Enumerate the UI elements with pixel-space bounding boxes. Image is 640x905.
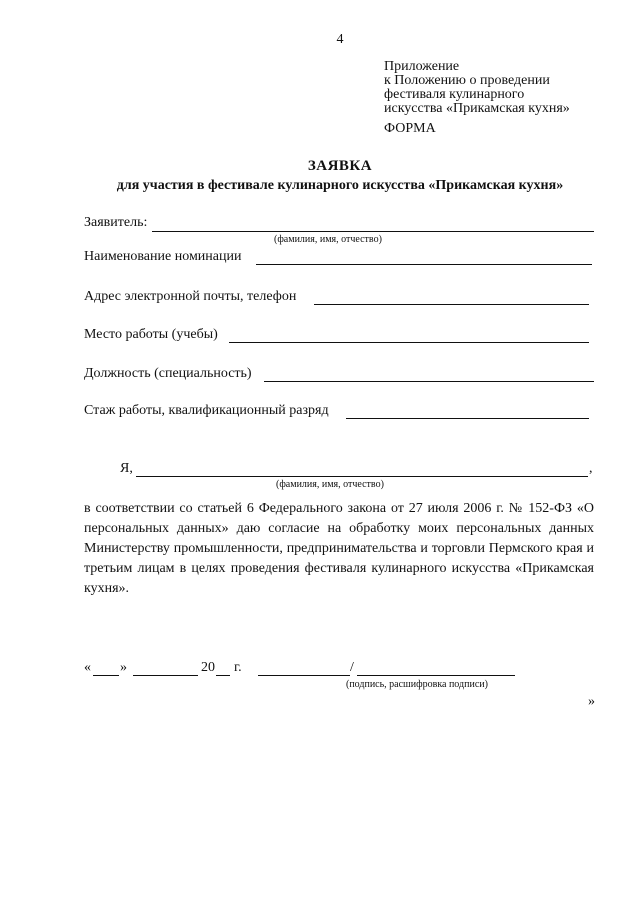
appendix-line: фестиваля кулинарного [384, 87, 525, 102]
nomination-input-line[interactable] [256, 264, 592, 265]
workplace-label: Место работы (учебы) [84, 327, 218, 342]
date-day-input-line[interactable] [93, 675, 119, 676]
signature-slash: / [350, 660, 354, 675]
applicant-caption: (фамилия, имя, отчество) [274, 234, 382, 245]
date-open-quote: « [84, 660, 91, 675]
appendix-line: к Положению о проведении [384, 73, 550, 88]
consent-name-caption: (фамилия, имя, отчество) [276, 479, 384, 490]
date-month-input-line[interactable] [133, 675, 198, 676]
date-close-quote: » [120, 660, 127, 675]
consent-i-label: Я, [120, 461, 133, 476]
consent-comma: , [589, 461, 593, 476]
workplace-input-line[interactable] [229, 342, 589, 343]
experience-input-line[interactable] [346, 418, 589, 419]
experience-label: Стаж работы, квалификационный разряд [84, 403, 329, 418]
date-year-prefix: 20 [201, 660, 215, 675]
position-label: Должность (специальность) [84, 366, 252, 381]
consent-paragraph [84, 499, 594, 599]
page-number: 4 [336, 32, 344, 47]
date-year-input-line[interactable] [216, 675, 230, 676]
consent-name-input-line[interactable] [136, 476, 588, 477]
signature-caption: (подпись, расшифровка подписи) [346, 679, 488, 690]
applicant-label: Заявитель: [84, 215, 148, 230]
applicant-input-line[interactable] [152, 231, 594, 232]
contacts-input-line[interactable] [314, 304, 589, 305]
date-year-suffix: г. [234, 660, 242, 675]
appendix-line: искусства «Прикамская кухня» [384, 101, 570, 116]
nomination-label: Наименование номинации [84, 249, 242, 264]
position-input-line[interactable] [264, 381, 594, 382]
appendix-block [384, 60, 570, 116]
closing-quote-mark: » [588, 694, 595, 709]
form-label: ФОРМА [384, 121, 436, 136]
consent-text: в соответствии со статьей 6 Федерального закона от 27 июля 2006 г. № 152-ФЗ «О персональных данных» даю согласие на обработку моих персональных данных Министерству промышленности, предпринимательства и торговли Пермского края и третьим лицам в целях проведения фестиваля кулинарного искусства «Прикамская кухня». [84, 501, 594, 596]
signature-decoding-input-line[interactable] [357, 675, 515, 676]
contacts-label: Адрес электронной почты, телефон [84, 289, 297, 304]
document-title: ЗАЯВКА [307, 158, 373, 174]
appendix-line: Приложение [384, 59, 460, 74]
signature-input-line[interactable] [258, 675, 350, 676]
document-subtitle: для участия в фестивале кулинарного искусства «Прикамская кухня» [116, 178, 564, 193]
